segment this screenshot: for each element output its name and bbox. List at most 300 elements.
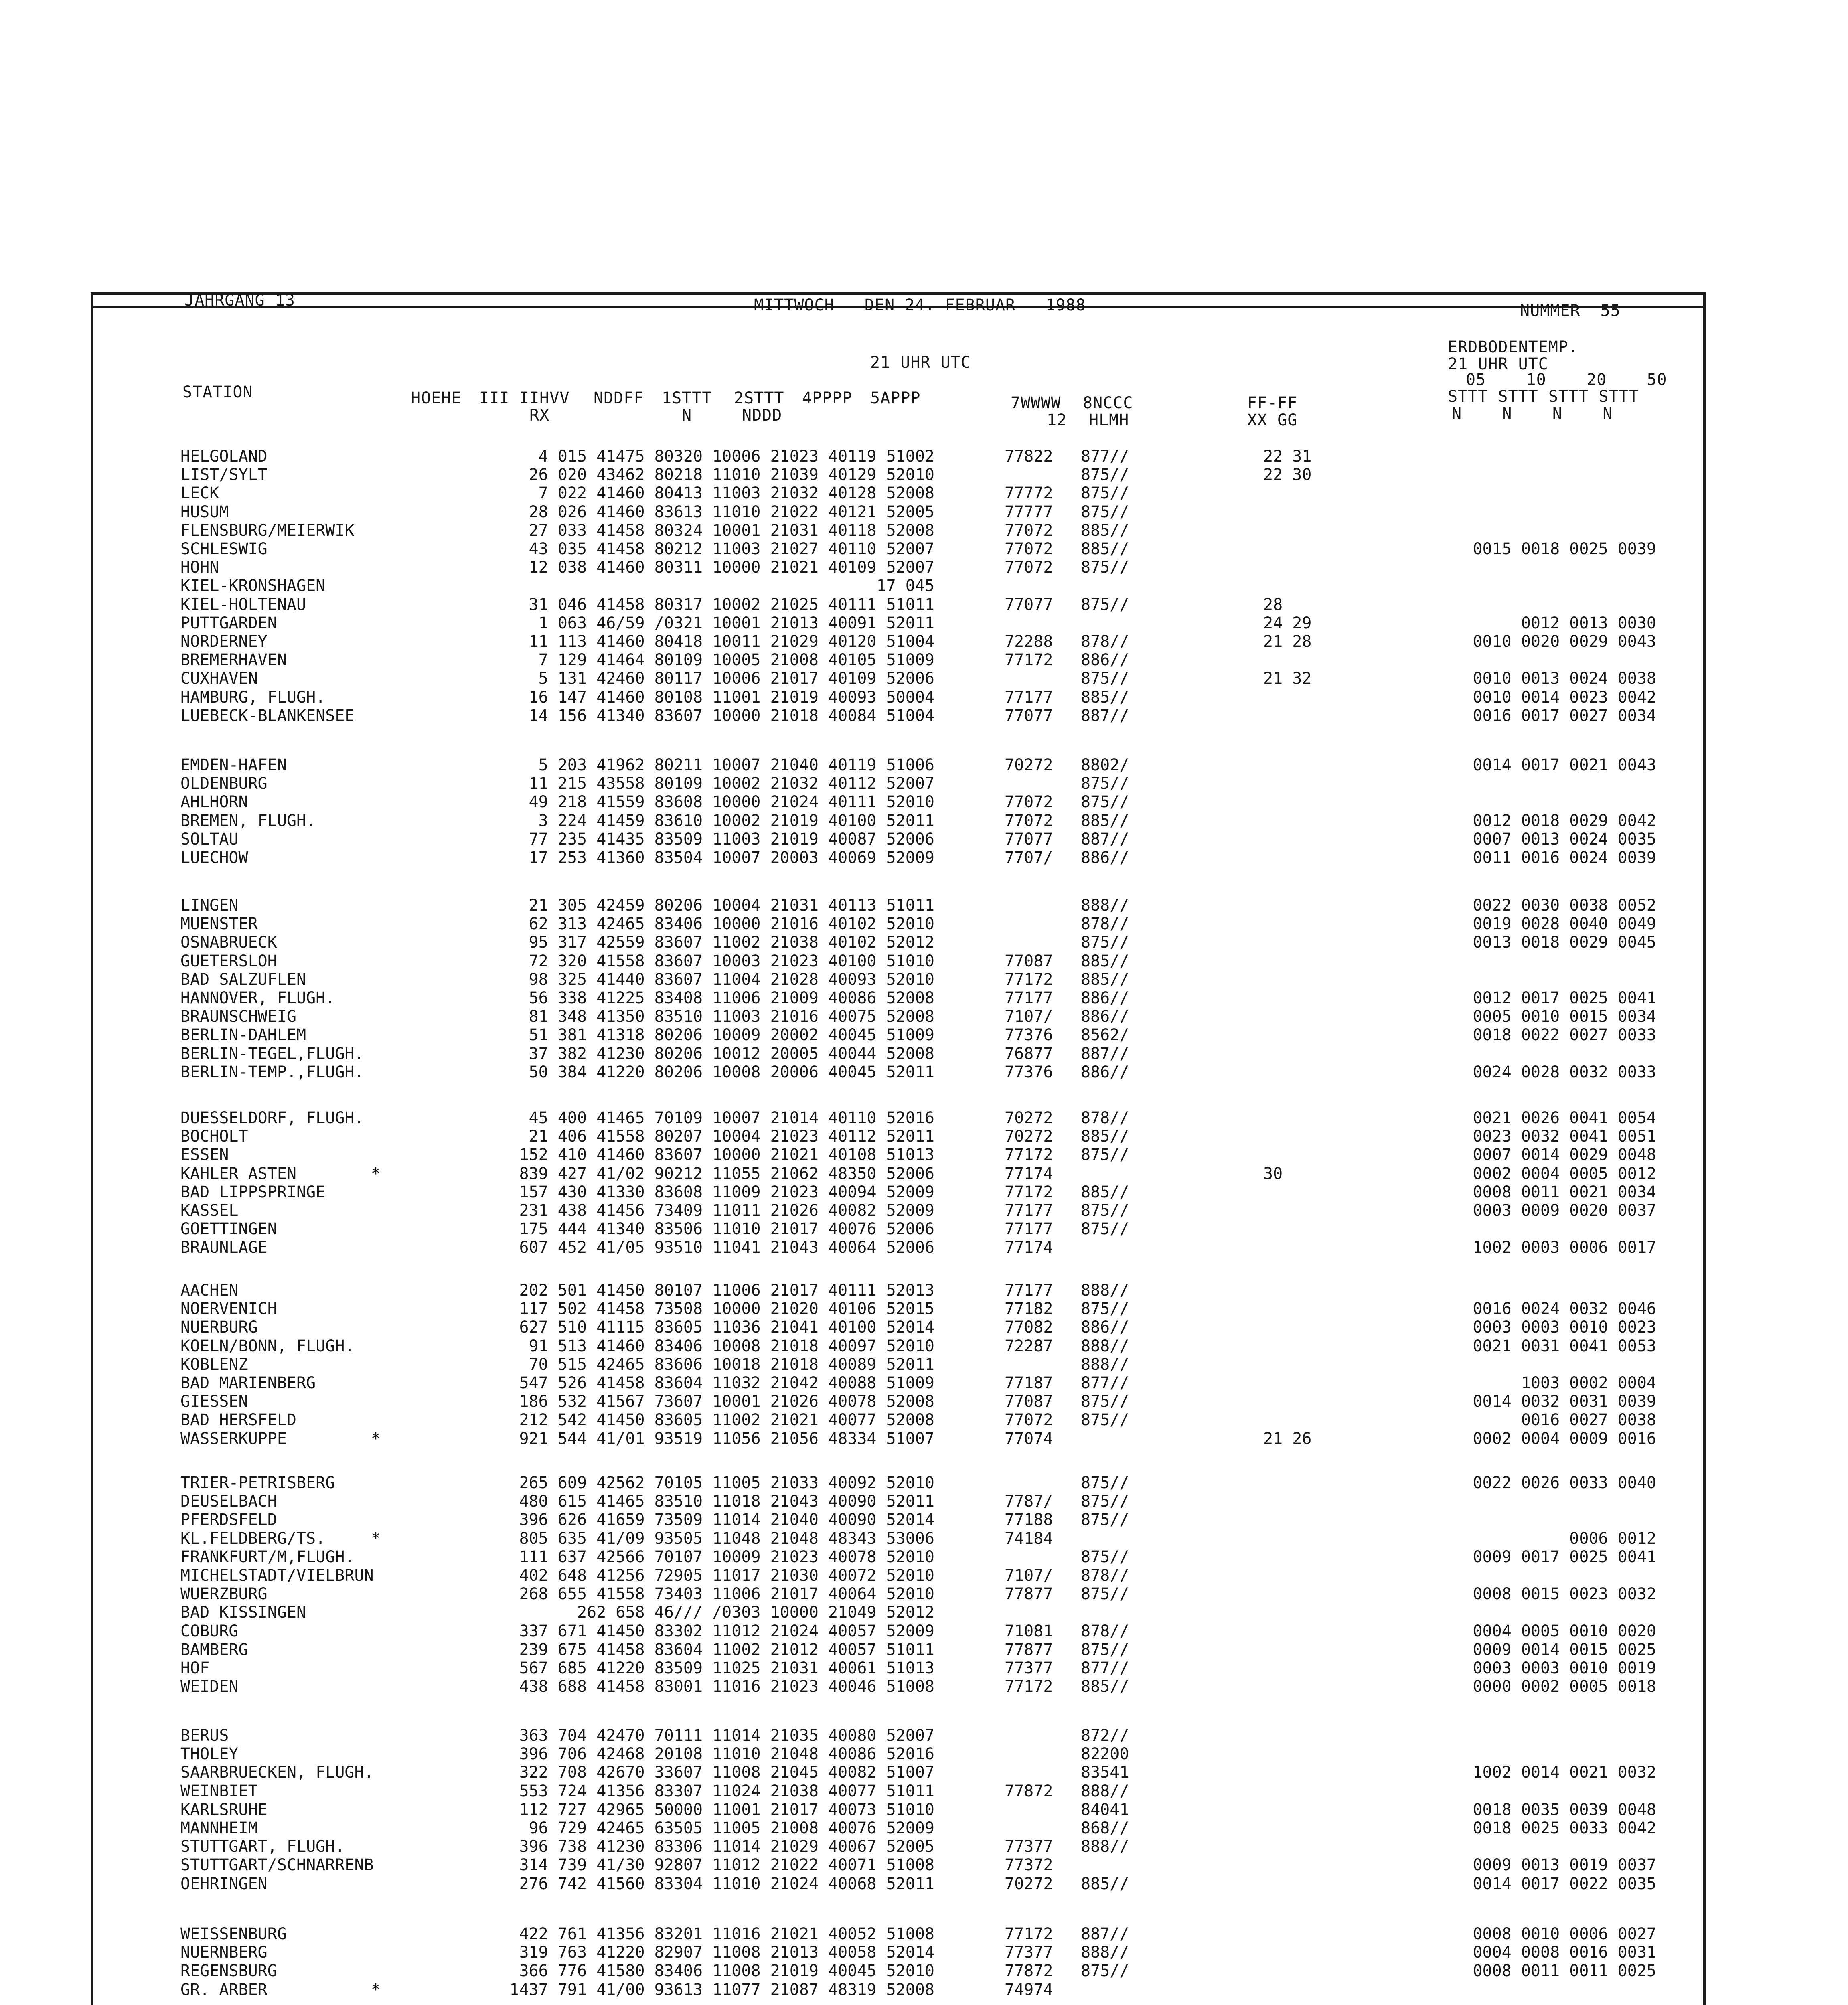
table-row xyxy=(0,1238,1848,1257)
station-heading: STATION xyxy=(182,383,253,401)
soil-temp: 0009 0013 0019 0037 xyxy=(1473,1856,1656,1874)
pppp4-heading: 4PPPP xyxy=(802,389,853,407)
weather-group: 77372 xyxy=(1005,1856,1053,1874)
table-row xyxy=(0,1511,1848,1529)
soil-temp: 0008 0011 0021 0034 xyxy=(1473,1183,1656,1201)
synop-code: 72 320 41558 83607 10003 21023 40100 51010 xyxy=(529,952,934,970)
station-name: STUTTGART/SCHNARRENB xyxy=(180,1856,374,1874)
synop-code: 422 761 41356 83201 11016 21021 40052 51008 xyxy=(519,1925,934,1943)
synop-code: 16 147 41460 80108 11001 21019 40093 50004 xyxy=(529,688,934,707)
time-label: 21 UHR UTC xyxy=(870,353,971,372)
station-name: CUXHAVEN xyxy=(180,669,258,688)
station-name: BERLIN-DAHLEM xyxy=(180,1026,306,1044)
station-name: OSNABRUECK xyxy=(180,933,277,952)
table-row xyxy=(0,756,1848,774)
synop-code: 152 410 41460 83607 10000 21021 40108 51013 xyxy=(519,1146,934,1164)
station-name: THOLEY xyxy=(180,1745,239,1763)
station-name: GUETERSLOH xyxy=(180,952,277,970)
table-row xyxy=(0,849,1848,867)
synop-code: 157 430 41330 83608 11009 21023 40094 52009 xyxy=(519,1183,934,1201)
soil-temp: 0014 0017 0022 0035 xyxy=(1473,1875,1656,1893)
synop-code: 11 113 41460 80418 10011 21029 40120 51004 xyxy=(529,632,934,651)
soil-temp: 0008 0011 0011 0025 xyxy=(1473,1962,1656,1980)
synop-code: 95 317 42559 83607 11002 21038 40102 52012 xyxy=(529,933,934,952)
ffff-heading: FF-FF xyxy=(1247,394,1298,412)
station-name: WEINBIET xyxy=(180,1782,258,1800)
station-name: KASSEL xyxy=(180,1201,239,1220)
table-row xyxy=(0,1782,1848,1800)
weather-group: 70272 xyxy=(1005,756,1053,774)
station-name: BREMERHAVEN xyxy=(180,651,287,669)
wind-group: 21 32 xyxy=(1263,669,1312,688)
table-row xyxy=(0,1981,1848,1999)
station-name: LUECHOW xyxy=(180,849,248,867)
station-name: KOELN/BONN, FLUGH. xyxy=(180,1337,355,1355)
synop-code: 607 452 41/05 93510 11041 21043 40064 52006 xyxy=(519,1238,934,1257)
cloud-group: 875// xyxy=(1081,1962,1129,1980)
soil-temp: 0022 0030 0038 0052 xyxy=(1473,896,1656,915)
soil-temp-title: ERDBODENTEMP. xyxy=(1448,338,1579,356)
table-row xyxy=(0,1127,1848,1146)
table-row xyxy=(0,1492,1848,1511)
table-row xyxy=(0,1201,1848,1220)
cloud-group: 875// xyxy=(1081,1300,1129,1318)
station-name: OLDENBURG xyxy=(180,774,267,793)
table-row xyxy=(0,915,1848,933)
jahrgang: JAHRGANG 13 xyxy=(184,291,295,310)
soil-temp: 0019 0028 0040 0049 xyxy=(1473,915,1656,933)
synop-code: 91 513 41460 83406 10008 21018 40097 52010 xyxy=(529,1337,934,1355)
cloud-group: 885// xyxy=(1081,1183,1129,1201)
weather-group: 77376 xyxy=(1005,1063,1053,1081)
hlmh-heading: HLMH xyxy=(1089,411,1129,429)
cloud-group: 872// xyxy=(1081,1726,1129,1745)
weather-group: 77172 xyxy=(1005,1677,1053,1696)
table-row xyxy=(0,1726,1848,1745)
station-name: GIESSEN xyxy=(180,1392,248,1411)
table-row xyxy=(0,1430,1848,1448)
cloud-group: 888// xyxy=(1081,1782,1129,1800)
weather-group: 77377 xyxy=(1005,1837,1053,1856)
weather-group: 77777 xyxy=(1005,503,1053,521)
cloud-group: 888// xyxy=(1081,1355,1129,1374)
table-row xyxy=(0,1220,1848,1238)
weather-group: 77822 xyxy=(1005,447,1053,466)
station-name: BAD MARIENBERG xyxy=(180,1374,316,1392)
weather-group: 70272 xyxy=(1005,1875,1053,1893)
station-name: BRAUNLAGE xyxy=(180,1238,267,1257)
synop-code: 262 658 46/// /0303 10000 21049 52012 xyxy=(577,1603,934,1622)
weather-group: 77772 xyxy=(1005,484,1053,502)
station-name: HUSUM xyxy=(180,503,229,521)
synop-code: 314 739 41/30 92807 11012 21022 40071 51008 xyxy=(519,1856,934,1874)
synop-code: 117 502 41458 73508 10000 21020 40106 52015 xyxy=(519,1300,934,1318)
cloud-group: 877// xyxy=(1081,1374,1129,1392)
synop-code: 276 742 41560 83304 11010 21024 40068 52011 xyxy=(519,1875,934,1893)
weather-group: 7107/ xyxy=(1005,1566,1053,1585)
station-name: BAMBERG xyxy=(180,1640,248,1659)
table-row xyxy=(0,484,1848,502)
cloud-group: 84041 xyxy=(1081,1800,1129,1819)
synop-code: 27 033 41458 80324 10001 21031 40118 52008 xyxy=(529,521,934,540)
weather-group: 77074 xyxy=(1005,1430,1053,1448)
nccc8-heading: 8NCCC xyxy=(1083,394,1133,412)
station-name: FRANKFURT/M,FLUGH. xyxy=(180,1548,355,1566)
synop-code: 396 706 42468 20108 11010 21048 40086 52016 xyxy=(519,1745,934,1763)
station-name: REGENSBURG xyxy=(180,1962,277,1980)
weather-group: 77072 xyxy=(1005,558,1053,577)
table-row xyxy=(0,1566,1848,1585)
cloud-group: 885// xyxy=(1081,970,1129,989)
soil-temp: 0018 0022 0027 0033 xyxy=(1473,1026,1656,1044)
station-name: KARLSRUHE xyxy=(180,1800,267,1819)
station-name: BAD HERSFELD xyxy=(180,1411,296,1429)
cloud-group: 875// xyxy=(1081,503,1129,521)
table-row xyxy=(0,614,1848,632)
hoehe-heading: HOEHE xyxy=(411,389,462,407)
w12-heading: 12 xyxy=(1047,411,1067,429)
soil-temp: 0007 0014 0029 0048 xyxy=(1473,1146,1656,1164)
table-row xyxy=(0,1337,1848,1355)
synop-code: 1 063 46/59 /0321 10001 21013 40091 52011 xyxy=(538,614,934,632)
station-name: WASSERKUPPE xyxy=(180,1430,287,1448)
cloud-group: 868// xyxy=(1081,1819,1129,1837)
cloud-group: 885// xyxy=(1081,688,1129,707)
cloud-group: 878// xyxy=(1081,1622,1129,1640)
station-name: BAD KISSINGEN xyxy=(180,1603,306,1622)
table-row xyxy=(0,970,1848,989)
soil-temp: 0014 0017 0021 0043 xyxy=(1473,756,1656,774)
soil-temp: 0022 0026 0033 0040 xyxy=(1473,1474,1656,1492)
wind-group: 22 30 xyxy=(1263,466,1312,484)
cloud-group: 875// xyxy=(1081,1548,1129,1566)
weather-group: 77377 xyxy=(1005,1659,1053,1677)
rx-heading: RX xyxy=(529,406,550,425)
soil-temp: 0012 0013 0030 xyxy=(1521,614,1656,632)
soil-temp: 0024 0028 0032 0033 xyxy=(1473,1063,1656,1081)
table-row xyxy=(0,1622,1848,1640)
synop-code: 547 526 41458 83604 11032 21042 40088 51009 xyxy=(519,1374,934,1392)
table-row xyxy=(0,1109,1848,1127)
soil-temp: 0004 0008 0016 0031 xyxy=(1473,1943,1656,1962)
issue-number: NUMMER 55 xyxy=(1520,302,1621,320)
nddff-heading: NDDFF xyxy=(594,389,644,407)
iihvv-heading: IIHVV xyxy=(519,389,570,407)
cloud-group: 886// xyxy=(1081,651,1129,669)
weather-group: 77174 xyxy=(1005,1165,1053,1183)
table-row xyxy=(0,577,1848,595)
cloud-group: 888// xyxy=(1081,896,1129,915)
synop-code: 37 382 41230 80206 10012 20005 40044 52008 xyxy=(529,1045,934,1063)
soil-time-label: 21 UHR UTC xyxy=(1448,355,1548,373)
synop-code: 5 203 41962 80211 10007 21040 40119 51006 xyxy=(538,756,934,774)
soil-temp: 0016 0027 0038 xyxy=(1521,1411,1656,1429)
table-row xyxy=(0,1943,1848,1962)
soil-temp: 0018 0035 0039 0048 xyxy=(1473,1800,1656,1819)
station-name: LINGEN xyxy=(180,896,239,915)
synop-code: 265 609 42562 70105 11005 21033 40092 52010 xyxy=(519,1474,934,1492)
station-name: MUENSTER xyxy=(180,915,258,933)
table-row xyxy=(0,1548,1848,1566)
cloud-group: 878// xyxy=(1081,1566,1129,1585)
weather-group: 77077 xyxy=(1005,595,1053,614)
table-row xyxy=(0,521,1848,540)
cloud-group: 875// xyxy=(1081,1146,1129,1164)
synop-code: 627 510 41115 83605 11036 21041 40100 52014 xyxy=(519,1318,934,1337)
cloud-group: 885// xyxy=(1081,1127,1129,1146)
synop-code: 26 020 43462 80218 11010 21039 40129 52010 xyxy=(529,466,934,484)
weather-group: 7707/ xyxy=(1005,849,1053,867)
synop-code: 402 648 41256 72905 11017 21030 40072 52010 xyxy=(519,1566,934,1585)
cloud-group: 885// xyxy=(1081,1875,1129,1893)
weather-group: 77087 xyxy=(1005,952,1053,970)
weather-group: 77188 xyxy=(1005,1511,1053,1529)
station-name: TRIER-PETRISBERG xyxy=(180,1474,335,1492)
table-row xyxy=(0,447,1848,466)
synop-code: 49 218 41559 83608 10000 21024 40111 52010 xyxy=(529,793,934,811)
soil-temp: 0021 0031 0041 0053 xyxy=(1473,1337,1656,1355)
synop-code: 3 224 41459 83610 10002 21019 40100 52011 xyxy=(538,812,934,830)
soil-temp: 1002 0003 0006 0017 xyxy=(1473,1238,1656,1257)
mountain-mark: * xyxy=(371,1529,381,1548)
cloud-group: 875// xyxy=(1081,466,1129,484)
weather-group: 7107/ xyxy=(1005,1007,1053,1026)
synop-code: 839 427 41/02 90212 11055 21062 48350 52006 xyxy=(519,1165,934,1183)
cloud-group: 878// xyxy=(1081,632,1129,651)
table-row xyxy=(0,1659,1848,1677)
wwww7-heading: 7WWWW xyxy=(1011,394,1061,412)
synop-code: 45 400 41465 70109 10007 21014 40110 52016 xyxy=(529,1109,934,1127)
synop-code: 239 675 41458 83604 11002 21012 40057 51011 xyxy=(519,1640,934,1659)
soil-temp: 0018 0025 0033 0042 xyxy=(1473,1819,1656,1837)
cloud-group: 886// xyxy=(1081,849,1129,867)
soil-temp: 0000 0002 0005 0018 xyxy=(1473,1677,1656,1696)
iii-heading: III xyxy=(479,389,510,407)
soil-temp: 0016 0017 0027 0034 xyxy=(1473,707,1656,725)
station-name: BERLIN-TEGEL,FLUGH. xyxy=(180,1045,364,1063)
cloud-group: 875// xyxy=(1081,1392,1129,1411)
table-row xyxy=(0,1677,1848,1696)
synop-code: 62 313 42465 83406 10000 21016 40102 52010 xyxy=(529,915,934,933)
cloud-group: 875// xyxy=(1081,1220,1129,1238)
soil-temp: 0012 0018 0029 0042 xyxy=(1473,812,1656,830)
station-name: AHLHORN xyxy=(180,793,248,811)
station-name: MICHELSTADT/VIELBRUN xyxy=(180,1566,374,1585)
table-row xyxy=(0,466,1848,484)
soil-temp: 0015 0018 0025 0039 xyxy=(1473,540,1656,558)
weather-group: 77177 xyxy=(1005,989,1053,1007)
synop-code: 5 131 42460 80117 10006 21017 40109 52006 xyxy=(538,669,934,688)
station-name: SAARBRUECKEN, FLUGH. xyxy=(180,1763,374,1782)
weather-group: 77177 xyxy=(1005,688,1053,707)
station-name: ESSEN xyxy=(180,1146,229,1164)
weather-group: 71081 xyxy=(1005,1622,1053,1640)
wind-group: 21 26 xyxy=(1263,1430,1312,1448)
soil-temp: 0002 0004 0009 0016 xyxy=(1473,1430,1656,1448)
table-row xyxy=(0,1837,1848,1856)
mountain-mark: * xyxy=(371,1165,381,1183)
mountain-mark: * xyxy=(371,1981,381,1999)
weather-group: 77182 xyxy=(1005,1300,1053,1318)
soil-temp: 0021 0026 0041 0054 xyxy=(1473,1109,1656,1127)
cloud-group: 886// xyxy=(1081,989,1129,1007)
synop-code: 805 635 41/09 93505 11048 21048 48343 53006 xyxy=(519,1529,934,1548)
weather-group: 72287 xyxy=(1005,1337,1053,1355)
weather-group: 7787/ xyxy=(1005,1492,1053,1511)
weather-group: 77172 xyxy=(1005,1146,1053,1164)
cloud-group: 887// xyxy=(1081,707,1129,725)
cloud-group: 885// xyxy=(1081,540,1129,558)
synop-code: 14 156 41340 83607 10000 21018 40084 51004 xyxy=(529,707,934,725)
table-row xyxy=(0,1640,1848,1659)
table-row xyxy=(0,1474,1848,1492)
cloud-group: 877// xyxy=(1081,1659,1129,1677)
weather-group: 72288 xyxy=(1005,632,1053,651)
synop-code: 7 129 41464 80109 10005 21008 40105 51009 xyxy=(538,651,934,669)
table-row xyxy=(0,558,1848,577)
synop-code: 921 544 41/01 93519 11056 21056 48334 51007 xyxy=(519,1430,934,1448)
table-row xyxy=(0,1745,1848,1763)
station-name: PFERDSFELD xyxy=(180,1511,277,1529)
cloud-group: 875// xyxy=(1081,933,1129,952)
station-name: WEISSENBURG xyxy=(180,1925,287,1943)
synop-code: 7 022 41460 80413 11003 21032 40128 52008 xyxy=(538,484,934,502)
cloud-group: 888// xyxy=(1081,1943,1129,1962)
wind-group: 24 29 xyxy=(1263,614,1312,632)
synop-code: 186 532 41567 73607 10001 21026 40078 52008 xyxy=(519,1392,934,1411)
cloud-group: 875// xyxy=(1081,1492,1129,1511)
soil-temp: 1002 0014 0021 0032 xyxy=(1473,1763,1656,1782)
station-name: HANNOVER, FLUGH. xyxy=(180,989,335,1007)
table-row xyxy=(0,896,1848,915)
weather-group: 77077 xyxy=(1005,830,1053,849)
station-name: HOF xyxy=(180,1659,210,1677)
table-row xyxy=(0,669,1848,688)
table-row xyxy=(0,1165,1848,1183)
synop-code: 17 045 xyxy=(876,577,934,595)
table-row xyxy=(0,1875,1848,1893)
cloud-group: 878// xyxy=(1081,1109,1129,1127)
synop-code: 50 384 41220 80206 10008 20006 40045 52011 xyxy=(529,1063,934,1081)
weather-group: 77072 xyxy=(1005,521,1053,540)
synop-code: 1437 791 41/00 93613 11077 21087 48319 52008 xyxy=(509,1981,934,1999)
synop-code: 56 338 41225 83408 11006 21009 40086 52008 xyxy=(529,989,934,1007)
synop-code: 322 708 42670 33607 11008 21045 40082 51007 xyxy=(519,1763,934,1782)
cloud-group: 875// xyxy=(1081,1511,1129,1529)
synop-code: 337 671 41450 83302 11012 21024 40057 52009 xyxy=(519,1622,934,1640)
table-row xyxy=(0,595,1848,614)
cloud-group: 8802/ xyxy=(1081,756,1129,774)
table-row xyxy=(0,707,1848,725)
station-name: MANNHEIM xyxy=(180,1819,258,1837)
table-row xyxy=(0,1355,1848,1374)
station-name: HOHN xyxy=(180,558,219,577)
wind-group: 21 28 xyxy=(1263,632,1312,651)
synop-code: 4 015 41475 80320 10006 21023 40119 51002 xyxy=(538,447,934,466)
weather-group: 77177 xyxy=(1005,1201,1053,1220)
cloud-group: 83541 xyxy=(1081,1763,1129,1782)
cloud-group: 82200 xyxy=(1081,1745,1129,1763)
synop-code: 553 724 41356 83307 11024 21038 40077 51011 xyxy=(519,1782,934,1800)
cloud-group: 887// xyxy=(1081,1045,1129,1063)
weather-group: 70272 xyxy=(1005,1127,1053,1146)
cloud-group: 887// xyxy=(1081,830,1129,849)
station-name: NORDERNEY xyxy=(180,632,267,651)
synop-code: 212 542 41450 83605 11002 21021 40077 52008 xyxy=(519,1411,934,1429)
weather-group: 77376 xyxy=(1005,1026,1053,1044)
station-name: WEIDEN xyxy=(180,1677,239,1696)
cloud-group: 875// xyxy=(1081,793,1129,811)
station-name: BREMEN, FLUGH. xyxy=(180,812,316,830)
wind-group: 22 31 xyxy=(1263,447,1312,466)
soil-temp: 0010 0020 0029 0043 xyxy=(1473,632,1656,651)
synop-code: 202 501 41450 80107 11006 21017 40111 52013 xyxy=(519,1281,934,1300)
sttt1-heading: 1STTT xyxy=(662,389,712,407)
station-name: BAD SALZUFLEN xyxy=(180,970,306,989)
synop-code: 12 038 41460 80311 10000 21021 40109 52007 xyxy=(529,558,934,577)
n-heading: N xyxy=(682,406,692,425)
soil-temp: 0009 0017 0025 0041 xyxy=(1473,1548,1656,1566)
soil-temp: 0003 0003 0010 0023 xyxy=(1473,1318,1656,1337)
synop-code: 28 026 41460 83613 11010 21022 40121 52005 xyxy=(529,503,934,521)
soil-temp: 0003 0009 0020 0037 xyxy=(1473,1201,1656,1220)
wind-group: 30 xyxy=(1263,1165,1283,1183)
station-name: BERLIN-TEMP.,FLUGH. xyxy=(180,1063,364,1081)
soil-temp: 0005 0010 0015 0034 xyxy=(1473,1007,1656,1026)
cloud-group: 886// xyxy=(1081,1007,1129,1026)
table-row xyxy=(0,830,1848,849)
table-row xyxy=(0,1374,1848,1392)
synop-code: 396 626 41659 73509 11014 21040 40090 52014 xyxy=(519,1511,934,1529)
station-name: OEHRINGEN xyxy=(180,1875,267,1893)
soil-temp: 0002 0004 0005 0012 xyxy=(1473,1165,1656,1183)
table-row xyxy=(0,651,1848,669)
table-row xyxy=(0,1856,1848,1874)
cloud-group: 875// xyxy=(1081,669,1129,688)
station-name: EMDEN-HAFEN xyxy=(180,756,287,774)
synop-code: 396 738 41230 83306 11014 21029 40067 52005 xyxy=(519,1837,934,1856)
cloud-group: 888// xyxy=(1081,1337,1129,1355)
issue-date: MITTWOCH DEN 24. FEBRUAR 1988 xyxy=(754,296,1086,314)
table-row xyxy=(0,933,1848,952)
weather-group: 77877 xyxy=(1005,1640,1053,1659)
synop-code: 111 637 42566 70107 10009 21023 40078 52010 xyxy=(519,1548,934,1566)
table-row xyxy=(0,1318,1848,1337)
soil-temp: 0016 0024 0032 0046 xyxy=(1473,1300,1656,1318)
weather-group: 77172 xyxy=(1005,1183,1053,1201)
weather-group: 77077 xyxy=(1005,707,1053,725)
cloud-group: 885// xyxy=(1081,952,1129,970)
table-row xyxy=(0,952,1848,970)
table-row xyxy=(0,1183,1848,1201)
table-row xyxy=(0,1925,1848,1943)
station-name: BAD LIPPSPRINGE xyxy=(180,1183,326,1201)
cloud-group: 875// xyxy=(1081,595,1129,614)
station-name: KOBLENZ xyxy=(180,1355,248,1374)
weather-group: 77072 xyxy=(1005,1411,1053,1429)
soil-temp: 0010 0014 0023 0042 xyxy=(1473,688,1656,707)
weather-group: 77082 xyxy=(1005,1318,1053,1337)
weather-group: 77174 xyxy=(1005,1238,1053,1257)
synop-code: 81 348 41350 83510 11003 21016 40075 52008 xyxy=(529,1007,934,1026)
cloud-group: 875// xyxy=(1081,774,1129,793)
weather-group: 77172 xyxy=(1005,1925,1053,1943)
weather-group: 77877 xyxy=(1005,1585,1053,1603)
station-name: NUERNBERG xyxy=(180,1943,267,1962)
wind-group: 28 xyxy=(1263,595,1283,614)
n-soil-heading: N N N N xyxy=(1452,405,1613,423)
synop-code: 31 046 41458 80317 10002 21025 40111 51011 xyxy=(529,595,934,614)
